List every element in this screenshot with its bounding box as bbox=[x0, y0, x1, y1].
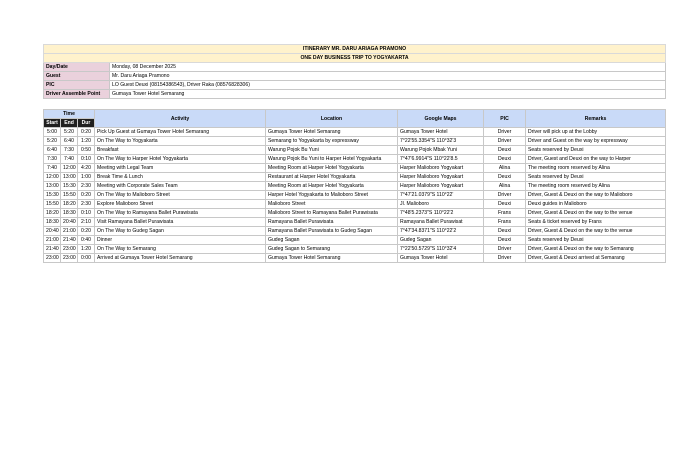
duration-cell[interactable]: 1:20 bbox=[78, 245, 95, 254]
info-value[interactable]: Monday, 08 December 2025 bbox=[110, 63, 666, 72]
table-row bbox=[44, 128, 666, 137]
duration-cell[interactable]: 0:50 bbox=[78, 146, 95, 155]
location-cell[interactable]: Gudeg Sagan to Semarang bbox=[266, 245, 398, 254]
maps-cell[interactable]: Ramayana Ballet Purawisat bbox=[398, 218, 484, 227]
location-header[interactable]: Location bbox=[266, 110, 398, 128]
duration-cell[interactable]: 0:40 bbox=[78, 236, 95, 245]
location-cell[interactable]: Gumaya Tower Hotel Semarang bbox=[266, 254, 398, 263]
pic-cell[interactable]: Deuxi bbox=[484, 146, 526, 155]
end-cell[interactable]: 15:30 bbox=[61, 182, 78, 191]
remarks-cell[interactable]: The meeting room reserved by Alina bbox=[526, 182, 666, 191]
start-cell[interactable]: 20:40 bbox=[44, 227, 61, 236]
start-cell[interactable]: 23:00 bbox=[44, 254, 61, 263]
pic-cell[interactable]: Deuxi bbox=[484, 155, 526, 164]
activity-cell[interactable]: Meeting with Corporate Sales Team bbox=[95, 182, 266, 191]
activity-cell[interactable]: Breakfast bbox=[95, 146, 266, 155]
remarks-cell[interactable]: Seats reserved by Deuxi bbox=[526, 173, 666, 182]
info-value[interactable]: Mr. Daru Ariaga Pramono bbox=[110, 72, 666, 81]
itinerary-subtitle[interactable]: ONE DAY BUSINESS TRIP TO YOGYAKARTA bbox=[44, 54, 666, 63]
duration-cell[interactable]: 2:30 bbox=[78, 182, 95, 191]
duration-cell[interactable]: 0:20 bbox=[78, 191, 95, 200]
activity-cell[interactable]: On The Way to Harper Hotel Yogyakarta bbox=[95, 155, 266, 164]
activity-cell[interactable]: Arrived at Gumaya Tower Hotel Semarang bbox=[95, 254, 266, 263]
start-cell[interactable]: 6:40 bbox=[44, 146, 61, 155]
start-header[interactable]: Start bbox=[44, 119, 61, 128]
start-cell[interactable]: 21:40 bbox=[44, 245, 61, 254]
pic-header[interactable]: PIC bbox=[484, 110, 526, 128]
pic-cell[interactable]: Alina bbox=[484, 182, 526, 191]
table-row bbox=[44, 137, 666, 146]
info-row-assemble bbox=[44, 90, 666, 99]
info-row-guest bbox=[44, 72, 666, 81]
remarks-cell[interactable]: Driver, Guest & Deuxi arrived at Semarang bbox=[526, 254, 666, 263]
pic-cell[interactable]: Driver bbox=[484, 137, 526, 146]
table-row bbox=[44, 173, 666, 182]
start-cell[interactable]: 5:20 bbox=[44, 137, 61, 146]
table-row bbox=[44, 191, 666, 200]
activity-cell[interactable]: Pick Up Guest at Gumaya Tower Hotel Semarang bbox=[95, 128, 266, 137]
table-row bbox=[44, 164, 666, 173]
table-row bbox=[44, 146, 666, 155]
remarks-cell[interactable]: Driver, Guest & Deuxi on the way to Semarang bbox=[526, 245, 666, 254]
maps-cell[interactable]: 7°47'6.9914"S 110°22'8.5 bbox=[398, 155, 484, 164]
header-table bbox=[43, 44, 666, 99]
remarks-cell[interactable]: Seats & ticket reserved by Frans bbox=[526, 218, 666, 227]
duration-cell[interactable]: 0:10 bbox=[78, 209, 95, 218]
location-cell[interactable]: Warung Pojok Bu Yuni to Harper Hotel Yogyakarta bbox=[266, 155, 398, 164]
activity-cell[interactable]: On The Way to Yogyakarta bbox=[95, 137, 266, 146]
dur-header[interactable]: Dur bbox=[78, 119, 95, 128]
schedule-body bbox=[44, 128, 666, 263]
time-header[interactable]: Time bbox=[44, 110, 95, 119]
remarks-cell[interactable]: Driver and Guest on the way by expressway bbox=[526, 137, 666, 146]
table-row bbox=[44, 218, 666, 227]
start-cell[interactable]: 15:30 bbox=[44, 191, 61, 200]
pic-cell[interactable]: Driver bbox=[484, 191, 526, 200]
maps-cell[interactable]: Jl. Malioboro bbox=[398, 200, 484, 209]
maps-cell[interactable]: 7°22'55.3354"S 110°32'3 bbox=[398, 137, 484, 146]
location-cell[interactable]: Meeting Room at Harper Hotel Yogyakarta bbox=[266, 182, 398, 191]
start-cell[interactable]: 5:00 bbox=[44, 128, 61, 137]
activity-cell[interactable]: Break Time & Lunch bbox=[95, 173, 266, 182]
table-row bbox=[44, 209, 666, 218]
duration-cell[interactable]: 2:30 bbox=[78, 200, 95, 209]
activity-cell[interactable]: On The Way to Ramayana Ballet Purawisata bbox=[95, 209, 266, 218]
maps-header[interactable]: Google Maps bbox=[398, 110, 484, 128]
duration-cell[interactable]: 1:20 bbox=[78, 137, 95, 146]
end-cell[interactable]: 23:00 bbox=[61, 245, 78, 254]
remarks-cell[interactable]: Deuxi guides in Malioboro bbox=[526, 200, 666, 209]
end-cell[interactable]: 15:50 bbox=[61, 191, 78, 200]
remarks-cell[interactable]: The meeting room reserved by Alina bbox=[526, 164, 666, 173]
pic-cell[interactable]: Alina bbox=[484, 164, 526, 173]
activity-cell[interactable]: On The Way to Gudeg Sagan bbox=[95, 227, 266, 236]
table-row bbox=[44, 236, 666, 245]
end-cell[interactable]: 7:30 bbox=[61, 146, 78, 155]
table-row bbox=[44, 155, 666, 164]
remarks-cell[interactable]: Seats reserved by Deuxi bbox=[526, 146, 666, 155]
maps-cell[interactable]: 7°22'50.5729"S 110°32'4 bbox=[398, 245, 484, 254]
start-cell[interactable]: 7:30 bbox=[44, 155, 61, 164]
start-cell[interactable]: 12:00 bbox=[44, 173, 61, 182]
activity-cell[interactable]: On The Way to Semarang bbox=[95, 245, 266, 254]
remarks-header[interactable]: Remarks bbox=[526, 110, 666, 128]
schedule-header-row bbox=[44, 110, 666, 119]
activity-cell[interactable]: Visit Ramayana Ballet Purawisata bbox=[95, 218, 266, 227]
itinerary-title[interactable]: ITINERARY MR. DARU ARIAGA PRAMONO bbox=[44, 45, 666, 54]
maps-cell[interactable]: Harper Malioboro Yogyakart bbox=[398, 164, 484, 173]
end-cell[interactable]: 23:00 bbox=[61, 254, 78, 263]
end-cell[interactable]: 13:00 bbox=[61, 173, 78, 182]
location-cell[interactable]: Gumaya Tower Hotel Semarang bbox=[266, 128, 398, 137]
table-row bbox=[44, 245, 666, 254]
start-cell[interactable]: 18:20 bbox=[44, 209, 61, 218]
start-cell[interactable]: 13:00 bbox=[44, 182, 61, 191]
info-label[interactable]: Driver Assemble Point bbox=[44, 90, 110, 99]
maps-cell[interactable]: Gudeg Sagan bbox=[398, 236, 484, 245]
maps-cell[interactable]: 7°47'34.8371"S 110°22'2 bbox=[398, 227, 484, 236]
end-cell[interactable]: 18:30 bbox=[61, 209, 78, 218]
title-row-2 bbox=[44, 54, 666, 63]
table-row bbox=[44, 200, 666, 209]
maps-cell[interactable]: Gumaya Tower Hotel bbox=[398, 254, 484, 263]
info-label[interactable]: Day/Date bbox=[44, 63, 110, 72]
end-cell[interactable]: 5:20 bbox=[61, 128, 78, 137]
remarks-cell[interactable]: Driver, Guest and Deuxi on the way to Harper bbox=[526, 155, 666, 164]
end-cell[interactable]: 12:00 bbox=[61, 164, 78, 173]
duration-cell[interactable]: 0:20 bbox=[78, 128, 95, 137]
spacer bbox=[43, 99, 665, 109]
location-cell[interactable]: Malioboro Street to Ramayana Ballet Purawisata bbox=[266, 209, 398, 218]
pic-cell[interactable]: Driver bbox=[484, 128, 526, 137]
location-cell[interactable]: Warung Pojok Bu Yuni bbox=[266, 146, 398, 155]
remarks-cell[interactable]: Driver will pick up at the Lobby bbox=[526, 128, 666, 137]
start-cell[interactable]: 18:30 bbox=[44, 218, 61, 227]
end-cell[interactable]: 20:40 bbox=[61, 218, 78, 227]
end-cell[interactable]: 21:40 bbox=[61, 236, 78, 245]
info-label[interactable]: PIC bbox=[44, 81, 110, 90]
start-cell[interactable]: 15:50 bbox=[44, 200, 61, 209]
location-cell[interactable]: Ramayana Ballet Purawisata bbox=[266, 218, 398, 227]
pic-cell[interactable]: Driver bbox=[484, 254, 526, 263]
pic-cell[interactable]: Frans bbox=[484, 209, 526, 218]
location-cell[interactable]: Meeting Room at Harper Hotel Yogyakarta bbox=[266, 164, 398, 173]
start-cell[interactable]: 7:40 bbox=[44, 164, 61, 173]
info-value[interactable]: Gumaya Tower Hotel Semarang bbox=[110, 90, 666, 99]
activity-cell[interactable]: On The Way to Malioboro Street bbox=[95, 191, 266, 200]
maps-cell[interactable]: Gumaya Tower Hotel bbox=[398, 128, 484, 137]
info-label[interactable]: Guest bbox=[44, 72, 110, 81]
duration-cell[interactable]: 4:20 bbox=[78, 164, 95, 173]
activity-header[interactable]: Activity bbox=[95, 110, 266, 128]
duration-cell[interactable]: 1:00 bbox=[78, 173, 95, 182]
location-cell[interactable]: Malioboro Street bbox=[266, 200, 398, 209]
maps-cell[interactable]: Harper Malioboro Yogyakart bbox=[398, 173, 484, 182]
info-row-date bbox=[44, 63, 666, 72]
pic-cell[interactable]: Driver bbox=[484, 245, 526, 254]
pic-cell[interactable]: Deuxi bbox=[484, 173, 526, 182]
remarks-cell[interactable]: Seats reserved by Deuxi bbox=[526, 236, 666, 245]
maps-cell[interactable]: 7°48'5.2373"S 110°22'2 bbox=[398, 209, 484, 218]
maps-cell[interactable]: 7°47'21.0379"S 110°22' bbox=[398, 191, 484, 200]
location-cell[interactable]: Ramayana Ballet Purawisata to Gudeg Sagan bbox=[266, 227, 398, 236]
activity-cell[interactable]: Dinner bbox=[95, 236, 266, 245]
location-cell[interactable]: Gudeg Sagan bbox=[266, 236, 398, 245]
table-row bbox=[44, 254, 666, 263]
location-cell[interactable]: Harper Hotel Yogyakarta to Malioboro Street bbox=[266, 191, 398, 200]
remarks-cell[interactable]: Driver, Guest & Deuxi on the way to the venue bbox=[526, 227, 666, 236]
end-cell[interactable]: 7:40 bbox=[61, 155, 78, 164]
start-cell[interactable]: 21:00 bbox=[44, 236, 61, 245]
location-cell[interactable]: Semarang to Yogyakarta by expressway bbox=[266, 137, 398, 146]
remarks-cell[interactable]: Driver, Guest & Deuxi on the way to the venue bbox=[526, 209, 666, 218]
duration-cell[interactable]: 0:20 bbox=[78, 227, 95, 236]
activity-cell[interactable]: Meeting with Legal Team bbox=[95, 164, 266, 173]
table-row bbox=[44, 227, 666, 236]
schedule-table bbox=[43, 109, 666, 263]
maps-cell[interactable]: Warung Pojok Mbak Yuni bbox=[398, 146, 484, 155]
end-header[interactable]: End bbox=[61, 119, 78, 128]
pic-cell[interactable]: Deuxi bbox=[484, 200, 526, 209]
remarks-cell[interactable]: Driver, Guest & Deuxi on the way to Malioboro bbox=[526, 191, 666, 200]
duration-cell[interactable]: 0:00 bbox=[78, 254, 95, 263]
itinerary-sheet bbox=[43, 44, 665, 263]
activity-cell[interactable]: Explore Malioboro Street bbox=[95, 200, 266, 209]
duration-cell[interactable]: 2:10 bbox=[78, 218, 95, 227]
end-cell[interactable]: 21:00 bbox=[61, 227, 78, 236]
maps-cell[interactable]: Harper Malioboro Yogyakart bbox=[398, 182, 484, 191]
info-row-pic bbox=[44, 81, 666, 90]
pic-cell[interactable]: Deuxi bbox=[484, 227, 526, 236]
end-cell[interactable]: 6:40 bbox=[61, 137, 78, 146]
end-cell[interactable]: 18:20 bbox=[61, 200, 78, 209]
pic-cell[interactable]: Deuxi bbox=[484, 236, 526, 245]
duration-cell[interactable]: 0:10 bbox=[78, 155, 95, 164]
location-cell[interactable]: Restaurant at Harper Hotel Yogyakarta bbox=[266, 173, 398, 182]
table-row bbox=[44, 182, 666, 191]
title-row-1 bbox=[44, 45, 666, 54]
info-value[interactable]: LO Guest Deuxi (08154386543), Driver Raka (08576828306) bbox=[110, 81, 666, 90]
pic-cell[interactable]: Frans bbox=[484, 218, 526, 227]
